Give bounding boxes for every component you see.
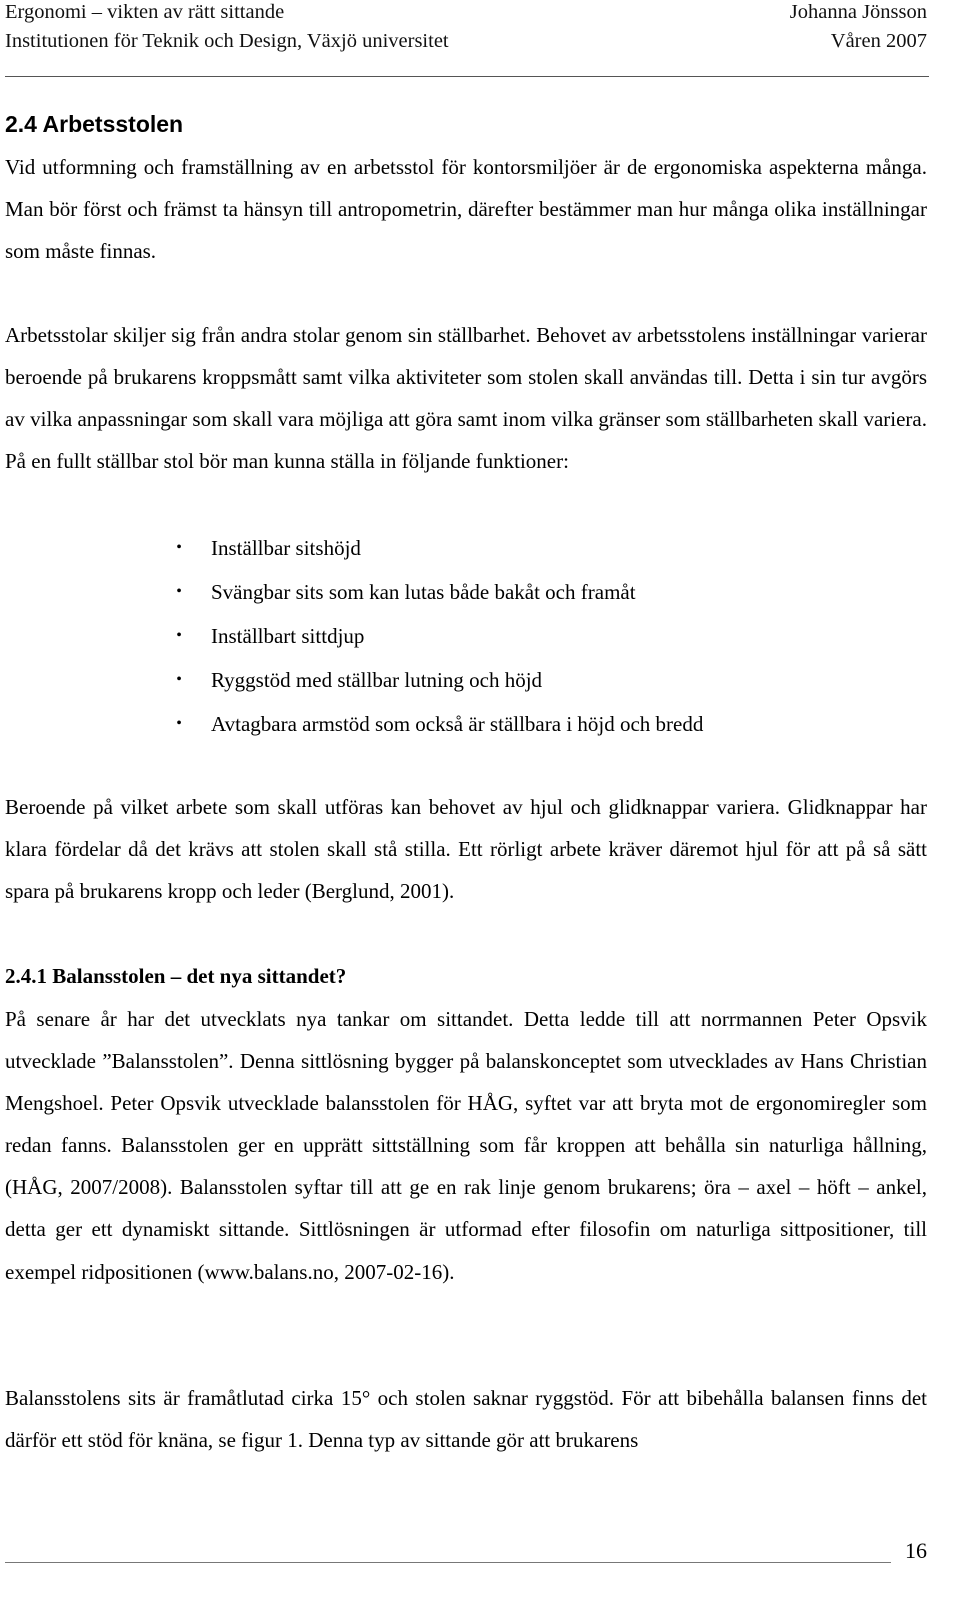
list-item (0, 614, 940, 658)
subsection-heading: 2.4.1 Balansstolen – det nya sittandet? (5, 964, 347, 988)
paragraph-seat-angle: Balansstolens sits är framåtlutad cirka 15° och stolen saknar ryggstöd. För att bibehålla balansen finns det därför ett stöd för knäna, se figur 1. Denna typ av sittande gör att brukarens (5, 1386, 927, 1453)
bullet-icon: • (176, 671, 182, 688)
footer-rule (5, 1562, 891, 1563)
paragraph-wheels: Beroende på vilket arbete som skall utföras kan behovet av hjul och glidknappar variera. Glidknappar har klara fördelar då det krävs att stolen skall stå stilla. Ett rörligt arbete kräver däremot hjul för att på så sätt spara på brukarens kropp och leder (Berglund, 2001). (5, 795, 927, 904)
paragraph-intro: Vid utformning och framställning av en arbetsstol för kontorsmiljöer är de ergonomiska aspekterna många. Man bör först och främst ta hänsyn till antropometrin, därefter bestämmer man hur många olika inställningar som måste finnas. (5, 155, 927, 264)
header-term: Våren 2007 (830, 30, 927, 52)
list-item-text: Svängbar sits som kan lutas både bakåt och framåt (211, 580, 636, 604)
header-rule (5, 76, 929, 77)
list-item (0, 702, 940, 746)
header-author: Johanna Jönsson (789, 1, 927, 23)
section-heading: 2.4 Arbetsstolen (5, 111, 184, 137)
header-institution: Institutionen för Teknik och Design, Växjö universitet (5, 30, 449, 52)
header-title: Ergonomi – vikten av rätt sittande (5, 1, 285, 23)
list-item-text: Avtagbara armstöd som också är ställbara i höjd och bredd (211, 712, 704, 736)
list-item (0, 658, 940, 702)
paragraph-balance-chair: På senare år har det utvecklats nya tankar om sittandet. Detta ledde till att norrmannen Peter Opsvik utvecklade ”Balansstolen”. Denna sittlösning bygger på balanskonceptet som utvecklades av Hans Christian Mengshoel. Peter Opsvik utvecklade balansstolen för HÅG, syftet var att bryta mot de ergonomiregler som redan fanns. Balansstolen ger en upprätt sittställning som får kroppen att behålla sin naturliga hållning, (HÅG, 2007/2008). Balansstolen syftar till att ge en rak linje genom brukarens; öra – axel – höft – ankel, detta ger ett dynamiskt sittande. Sittlösningen är utformad efter filosofin om naturliga sittpositioner, till exempel ridpositionen (www.balans.no, 2007-02-16). (5, 1007, 927, 1284)
page-number: 16 (905, 1538, 927, 1563)
list-item (0, 570, 940, 614)
paragraph-adjustability: Arbetsstolar skiljer sig från andra stolar genom sin ställbarhet. Behovet av arbetsstolens inställningar varierar beroende på brukarens kroppsmått samt vilka aktiviteter som stolen skall användas till. Detta i sin tur avgörs av vilka anpassningar som skall vara möjliga att göra samt inom vilka gränser som ställbarheten skall variera. På en fullt ställbar stol bör man kunna ställa in följande funktioner: (5, 323, 927, 474)
function-list (0, 526, 940, 746)
bullet-icon: • (176, 715, 182, 732)
bullet-icon: • (176, 539, 182, 556)
list-item-text: Ryggstöd med ställbar lutning och höjd (211, 668, 543, 692)
bullet-icon: • (176, 627, 182, 644)
list-item-text: Inställbar sitshöjd (211, 536, 361, 560)
bullet-icon: • (176, 583, 182, 600)
list-item-text: Inställbart sittdjup (211, 624, 365, 648)
list-item (0, 526, 940, 570)
